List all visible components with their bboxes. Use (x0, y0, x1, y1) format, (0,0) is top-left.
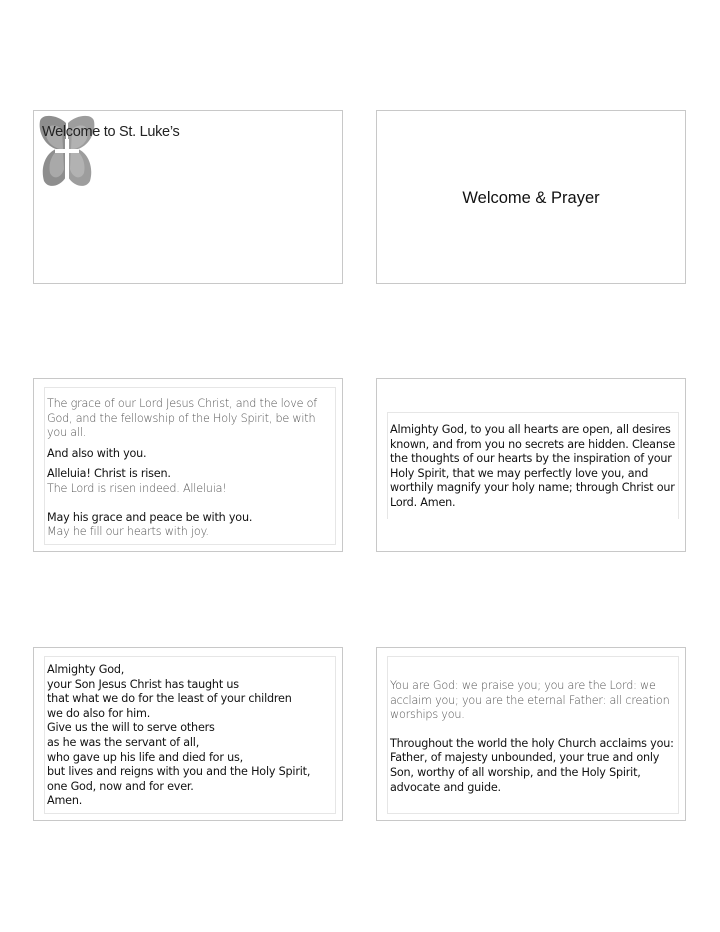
slide-6-text-box (387, 656, 679, 814)
prayer-line: as he was the servant of all, (47, 735, 200, 749)
slide-1-welcome[interactable] (33, 110, 343, 284)
prayer-line: Amen. (47, 794, 83, 808)
slide-4-text-box (387, 412, 679, 519)
greeting-response-3: May he fill our hearts with joy. (47, 525, 209, 539)
slide-2-title: Welcome & Prayer (462, 189, 600, 207)
slide-5-prayer[interactable] (33, 647, 343, 821)
slide-4-collect[interactable] (376, 378, 686, 552)
prayer-line: Give us the will to serve others (47, 721, 215, 735)
slide-1-title: Welcome to St. Luke’s (42, 124, 180, 140)
greeting-response-1: And also with you. (47, 446, 147, 460)
prayer-line: we do also for him. (47, 706, 151, 720)
slide-6-te-deum[interactable] (376, 647, 686, 821)
greeting-line-1: The grace of our Lord Jesus Christ, and the love of God, and the fellowship of the Holy Spirit, be with you all. (47, 397, 318, 440)
prayer-line: your Son Jesus Christ has taught us (47, 677, 239, 691)
greeting-response-2: The Lord is risen indeed. Alleluia! (47, 481, 227, 495)
prayer-line: who gave up his life and died for us, (47, 750, 243, 764)
prayer-line: one God, now and for ever. (47, 779, 194, 793)
greeting-line-2: Alleluia! Christ is risen. (47, 467, 171, 481)
prayer-line: that what we do for the least of your children (47, 692, 292, 706)
slide-3-greeting[interactable] (33, 378, 343, 552)
te-deum-paragraph-1: You are God: we praise you; you are the Lord: we acclaim you; you are the eternal Father: all creation worships you. (390, 679, 670, 722)
slide-3-text-box (44, 387, 336, 545)
collect-for-purity: Almighty God, to you all hearts are open, all desires known, and from you no secrets are hidden. Cleanse the thoughts of our hearts by the inspiration of your Holy Spirit, that we may perfectly love you, and worthily magnify your holy name; through Christ our Lord. Amen. (390, 423, 676, 509)
prayer-line: Almighty God, (47, 663, 125, 676)
prayer-line: but lives and reigns with you and the Holy Spirit, (47, 765, 311, 779)
te-deum-paragraph-2: Throughout the world the holy Church acclaims you: Father, of majesty unbounded, your true and only Son, worthy of all worship, and the Holy Spirit, advocate and guide. (390, 736, 674, 794)
slide-5-text-box (44, 656, 336, 814)
slide-2-welcome-prayer[interactable] (376, 110, 686, 284)
greeting-line-3: May his grace and peace be with you. (47, 510, 253, 524)
